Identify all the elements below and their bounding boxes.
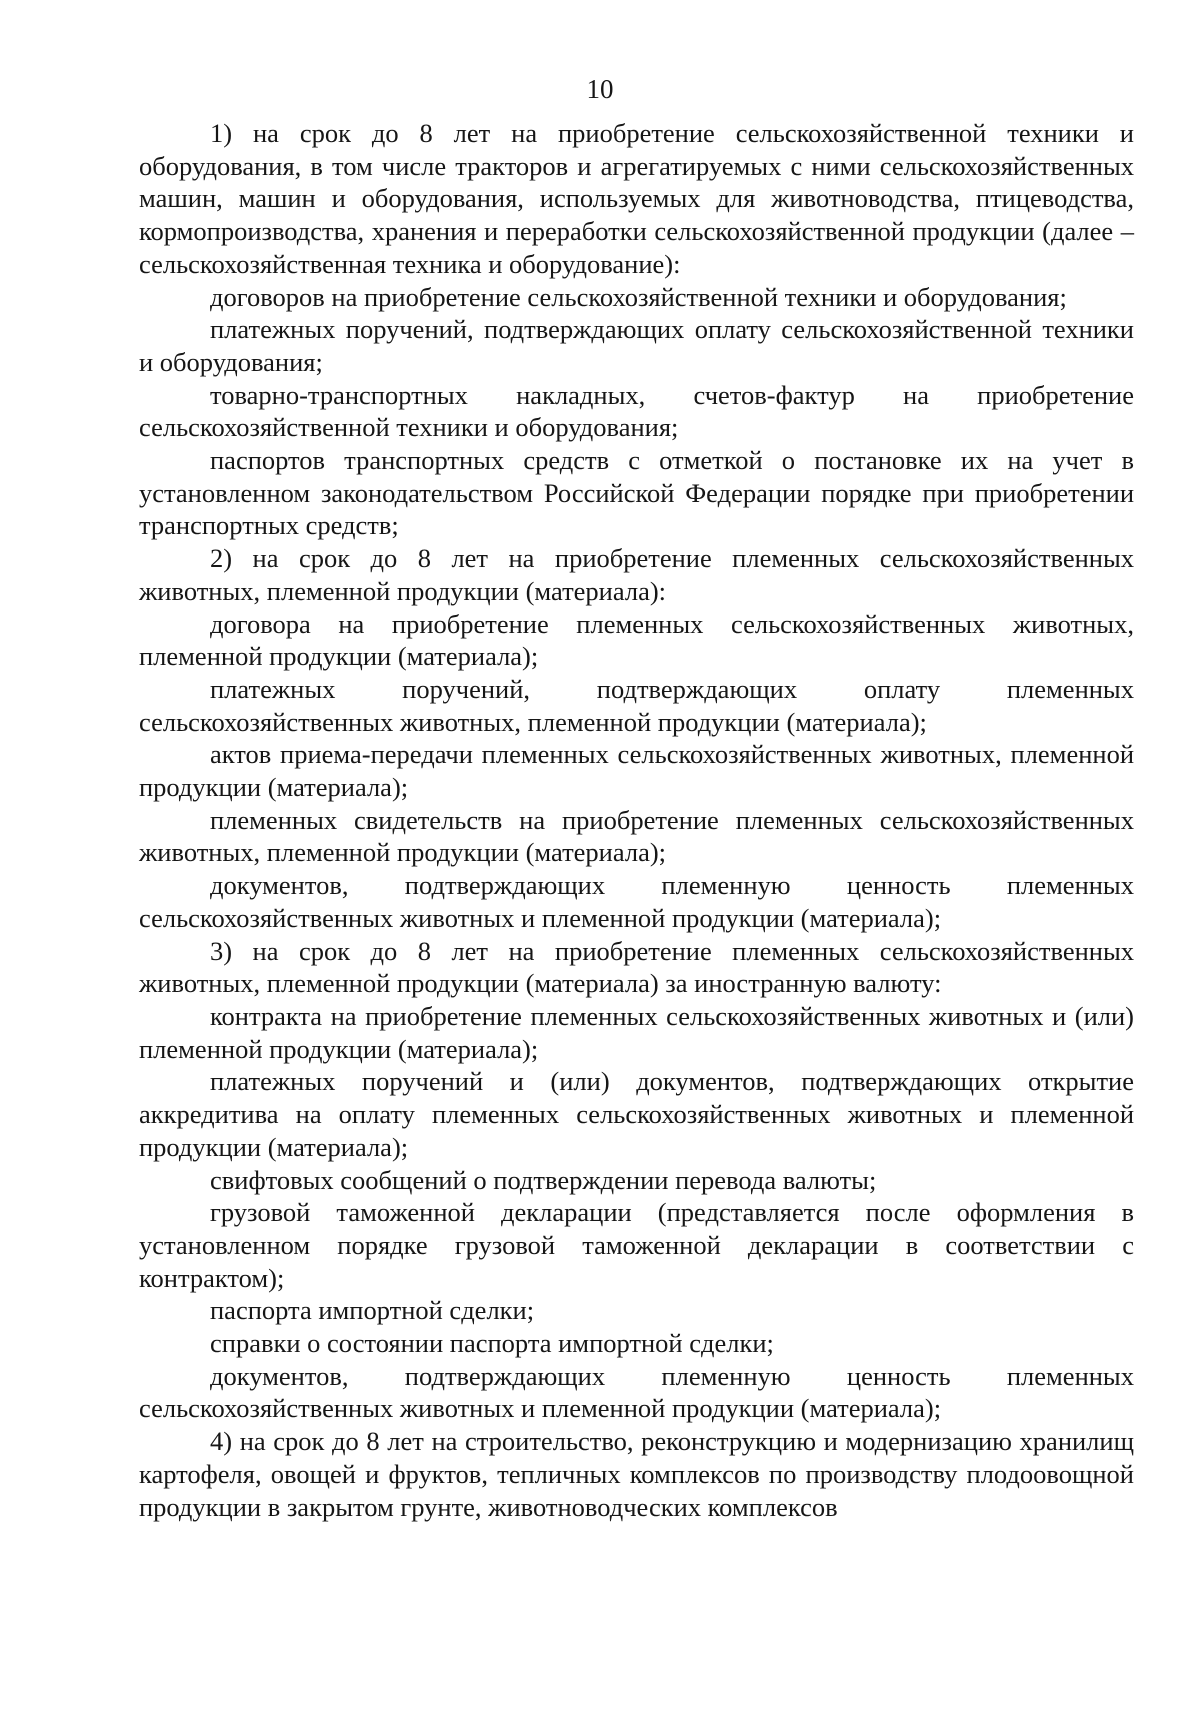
paragraph-item-1-intro: 1) на срок до 8 лет на приобретение сельскохозяйственной техники и оборудования, в том числе тракторов и агрегатируемых с ними сельскохозяйственных машин, машин и оборудования, используемых для животноводства, птицеводства, кормопроизводства, хранения и переработки сельскохозяйственной продукции (далее – сельскохозяйственная техника и оборудование): xyxy=(139,118,1134,279)
paragraph-letter-of-credit: платежных поручений и (или) документов, подтверждающих открытие аккредитива на оплату племенных сельскохозяйственных животных и племенной продукции (материала); xyxy=(139,1066,1134,1162)
paragraph-vehicle-passports: паспортов транспортных средств с отметкой о постановке их на учет в установленном законодательством Российской Федерации порядке при приобретении транспортных средств; xyxy=(139,445,1134,541)
paragraph-import-deal-passport: паспорта импортной сделки; xyxy=(210,1295,535,1326)
paragraph-breeding-certificates: племенных свидетельств на приобретение племенных сельскохозяйственных животных, племенной продукции (материала); xyxy=(139,804,1134,868)
document-body xyxy=(139,117,1134,1523)
paragraph-payment-orders: платежных поручений, подтверждающих оплату сельскохозяйственной техники и оборудования; xyxy=(139,314,1134,377)
paragraph-import-passport-status: справки о состоянии паспорта импортной сделки; xyxy=(210,1328,774,1359)
paragraph-breeding-payment-orders: платежных поручений, подтверждающих оплату племенных сельскохозяйственных животных, племенной продукции (материала); xyxy=(139,673,1134,737)
paragraph-customs-declaration: грузовой таможенной декларации (представляется после оформления в установленном порядке грузовой таможенной декларации в соответствии с контрактом); xyxy=(139,1197,1134,1293)
paragraph-foreign-contract: контракта на приобретение племенных сельскохозяйственных животных и (или) племенной продукции (материала); xyxy=(139,1000,1134,1064)
paragraph-item-4-intro: 4) на срок до 8 лет на строительство, реконструкцию и модернизацию хранилищ картофеля, овощей и фруктов, тепличных комплексов по производству плодоовощной продукции в закрытом грунте, животноводческих комплексов xyxy=(139,1426,1134,1522)
paragraph-item-2-intro: 2) на срок до 8 лет на приобретение племенных сельскохозяйственных животных, племенной продукции (материала): xyxy=(139,543,1134,606)
paragraph-waybills-invoices: товарно-транспортных накладных, счетов-фактур на приобретение сельскохозяйственной техники и оборудования; xyxy=(139,379,1134,443)
page-number: 10 xyxy=(586,74,614,104)
paragraph-acceptance-acts: актов приема-передачи племенных сельскохозяйственных животных, племенной продукции (материала); xyxy=(139,739,1134,803)
paragraph-item-3-intro: 3) на срок до 8 лет на приобретение племенных сельскохозяйственных животных, племенной продукции (материала) за иностранную валюту: xyxy=(139,935,1134,999)
paragraph-breeding-value-documents: документов, подтверждающих племенную ценность племенных сельскохозяйственных животных и племенной продукции (материала); xyxy=(139,870,1134,933)
paragraph-contracts: договоров на приобретение сельскохозяйственной техники и оборудования; xyxy=(210,281,1067,312)
paragraph-breeding-value-documents-2: документов, подтверждающих племенную ценность племенных сельскохозяйственных животных и племенной продукции (материала); xyxy=(139,1360,1134,1424)
paragraph-breeding-contract: договора на приобретение племенных сельскохозяйственных животных, племенной продукции (материала); xyxy=(139,608,1134,672)
paragraph-swift-messages: свифтовых сообщений о подтверждении перевода валюты; xyxy=(210,1164,877,1195)
